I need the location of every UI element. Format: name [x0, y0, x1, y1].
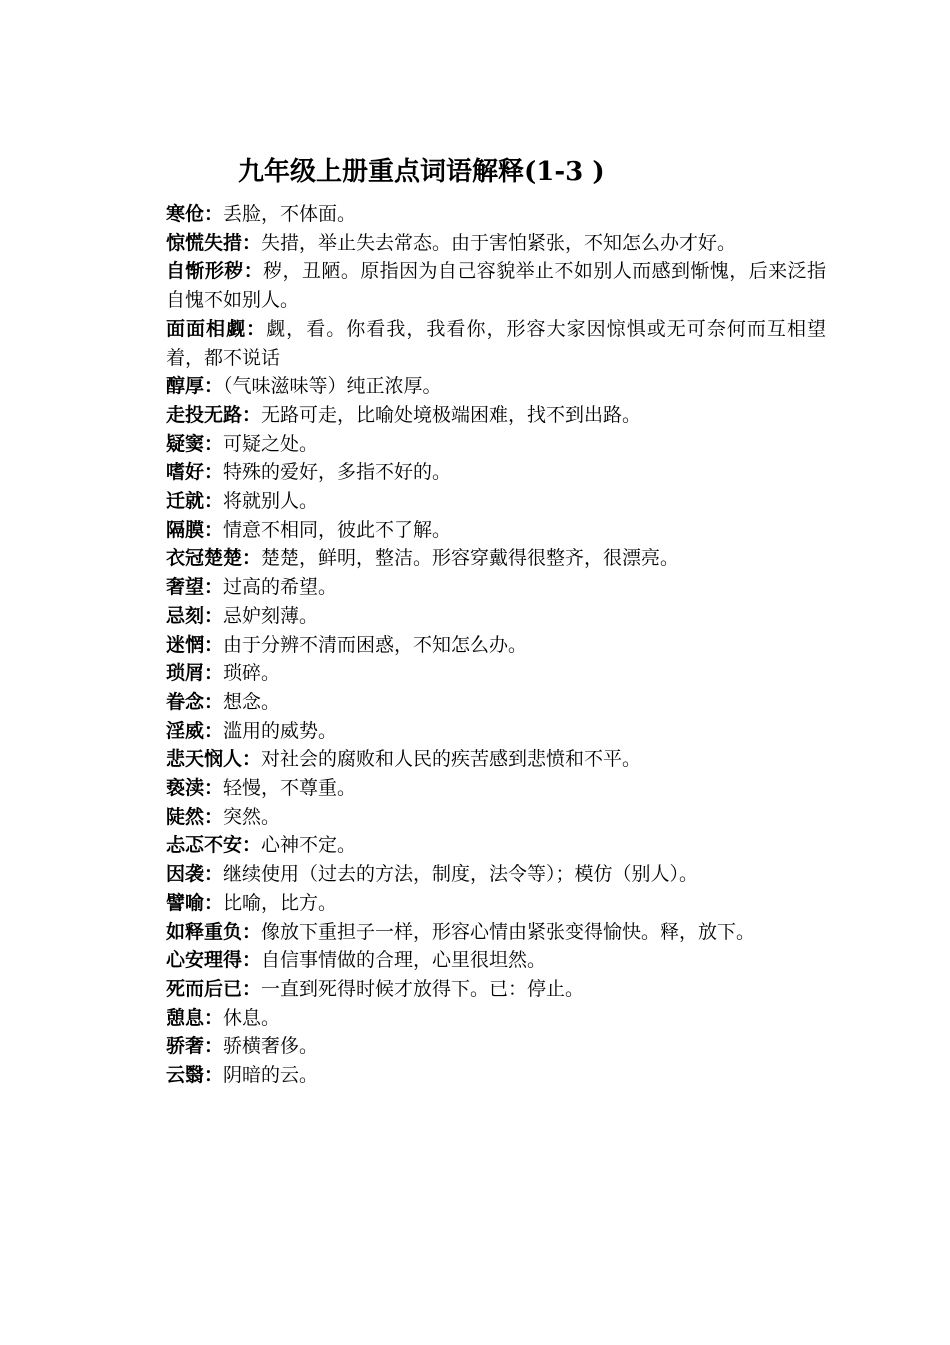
entry-term: 疑窦：	[166, 432, 224, 455]
vocabulary-entry	[166, 1061, 826, 1090]
entry-definition: 丢脸，不体面。	[223, 203, 357, 225]
entry-definition: 轻慢，不尊重。	[223, 777, 357, 800]
entry-term: 忌刻：	[166, 604, 224, 627]
entry-definition: 自信事情做的合理，心里很坦然。	[261, 949, 547, 972]
entry-term: 走投无路：	[166, 403, 262, 426]
entry-term: 自惭形秽：	[166, 260, 264, 283]
entry-definition: 对社会的腐败和人民的疾苦感到悲愤和不平。	[261, 748, 642, 771]
entry-term: 琐屑：	[166, 662, 224, 685]
vocabulary-entry	[166, 602, 826, 631]
vocabulary-entry	[166, 946, 826, 975]
vocabulary-entry	[166, 573, 826, 602]
vocabulary-entry	[166, 688, 826, 717]
vocabulary-entry	[166, 401, 826, 430]
vocabulary-entry	[166, 458, 826, 487]
entry-term: 陡然：	[166, 805, 224, 828]
vocabulary-entry	[166, 745, 826, 774]
entry-definition: 情意不相同，彼此不了解。	[223, 518, 452, 541]
entry-definition: 由于分辨不清而困惑，不知怎么办。	[223, 633, 528, 656]
vocabulary-entry	[166, 975, 826, 1004]
vocabulary-entry	[166, 315, 826, 372]
entry-definition: 琐碎。	[223, 662, 281, 685]
vocabulary-entry	[166, 659, 826, 688]
entry-term: 死而后已：	[166, 977, 262, 1000]
entry-definition: 楚楚，鲜明，整洁。形容穿戴得很整齐，很漂亮。	[261, 547, 680, 570]
entry-term: 亵渎：	[166, 777, 224, 800]
vocabulary-list	[166, 200, 826, 1090]
entry-term: 衣冠楚楚：	[166, 547, 262, 570]
entry-term: 憩息：	[166, 1006, 224, 1029]
entry-term: 面面相觑：	[166, 317, 267, 340]
entry-term: 悲天悯人：	[166, 748, 262, 771]
entry-definition: 失措，举止失去常态。由于害怕紧张，不知怎么办才好。	[261, 231, 737, 254]
entry-definition: 无路可走，比喻处境极端困难，找不到出路。	[261, 403, 642, 426]
vocabulary-entry	[166, 889, 826, 918]
entry-definition: 忌妒刻薄。	[223, 604, 319, 627]
entry-definition: 休息。	[223, 1006, 281, 1029]
entry-term: 忐忑不安：	[166, 834, 262, 857]
vocabulary-entry	[166, 918, 826, 947]
entry-term: 醇厚：	[166, 375, 224, 398]
vocabulary-entry	[166, 860, 826, 889]
entry-term: 迁就：	[166, 490, 224, 513]
entry-definition: 滥用的威势。	[223, 719, 338, 742]
entry-definition: 继续使用（过去的方法，制度，法令等）；模仿（别人）。	[223, 863, 699, 886]
entry-term: 如释重负：	[166, 920, 262, 943]
entry-term: 隔膜：	[166, 518, 224, 541]
entry-term: 云翳：	[166, 1064, 224, 1087]
entry-definition: 心神不定。	[261, 834, 357, 857]
entry-definition: 可疑之处。	[223, 432, 319, 455]
vocabulary-entry	[166, 1004, 826, 1033]
vocabulary-entry	[166, 430, 826, 459]
page-title: 九年级上册重点词语解释(1-3 )	[238, 157, 605, 187]
vocabulary-entry	[166, 774, 826, 803]
entry-term: 心安理得：	[166, 949, 262, 972]
entry-term: 骄奢：	[166, 1035, 224, 1058]
entry-term: 淫威：	[166, 719, 224, 742]
entry-definition: 突然。	[223, 805, 281, 828]
vocabulary-entry	[166, 516, 826, 545]
entry-term: 惊慌失措：	[166, 231, 262, 254]
entry-definition: 像放下重担子一样，形容心情由紧张变得愉快。释，放下。	[261, 920, 756, 943]
vocabulary-entry	[166, 717, 826, 746]
entry-definition: 骄横奢侈。	[223, 1035, 319, 1058]
entry-term: 嗜好：	[166, 461, 224, 484]
vocabulary-entry	[166, 544, 826, 573]
entry-term: 迷惘：	[166, 633, 224, 656]
entry-definition: 阴暗的云。	[223, 1064, 319, 1087]
entry-definition: 觑，看。你看我，我看你，形容大家因惊惧或无可奈何而互相望着，都不说话	[166, 317, 826, 369]
entry-definition: 想念。	[223, 690, 281, 713]
vocabulary-entry	[166, 831, 826, 860]
entry-definition: 过高的希望。	[223, 576, 338, 599]
vocabulary-entry	[166, 1032, 826, 1061]
entry-term: 眷念：	[166, 690, 224, 713]
vocabulary-entry	[166, 257, 826, 314]
vocabulary-entry	[166, 200, 826, 229]
entry-definition: 秽，丑陋。原指因为自己容貌举止不如别人而感到惭愧，后来泛指自愧不如别人。	[166, 260, 826, 312]
entry-term: 寒伧：	[166, 203, 224, 225]
entry-term: 譬喻：	[166, 891, 224, 914]
vocabulary-entry	[166, 631, 826, 660]
entry-definition: 比喻，比方。	[223, 891, 338, 914]
vocabulary-entry	[166, 229, 826, 258]
vocabulary-entry	[166, 372, 826, 401]
entry-term: 因袭：	[166, 863, 224, 886]
entry-definition: 将就别人。	[223, 490, 319, 513]
entry-definition: 特殊的爱好，多指不好的。	[223, 461, 452, 484]
entry-definition: 一直到死得时候才放得下。已：停止。	[261, 977, 585, 1000]
entry-term: 奢望：	[166, 576, 224, 599]
vocabulary-entry	[166, 487, 826, 516]
entry-definition: （气味滋味等）纯正浓厚。	[223, 375, 442, 398]
vocabulary-entry	[166, 803, 826, 832]
